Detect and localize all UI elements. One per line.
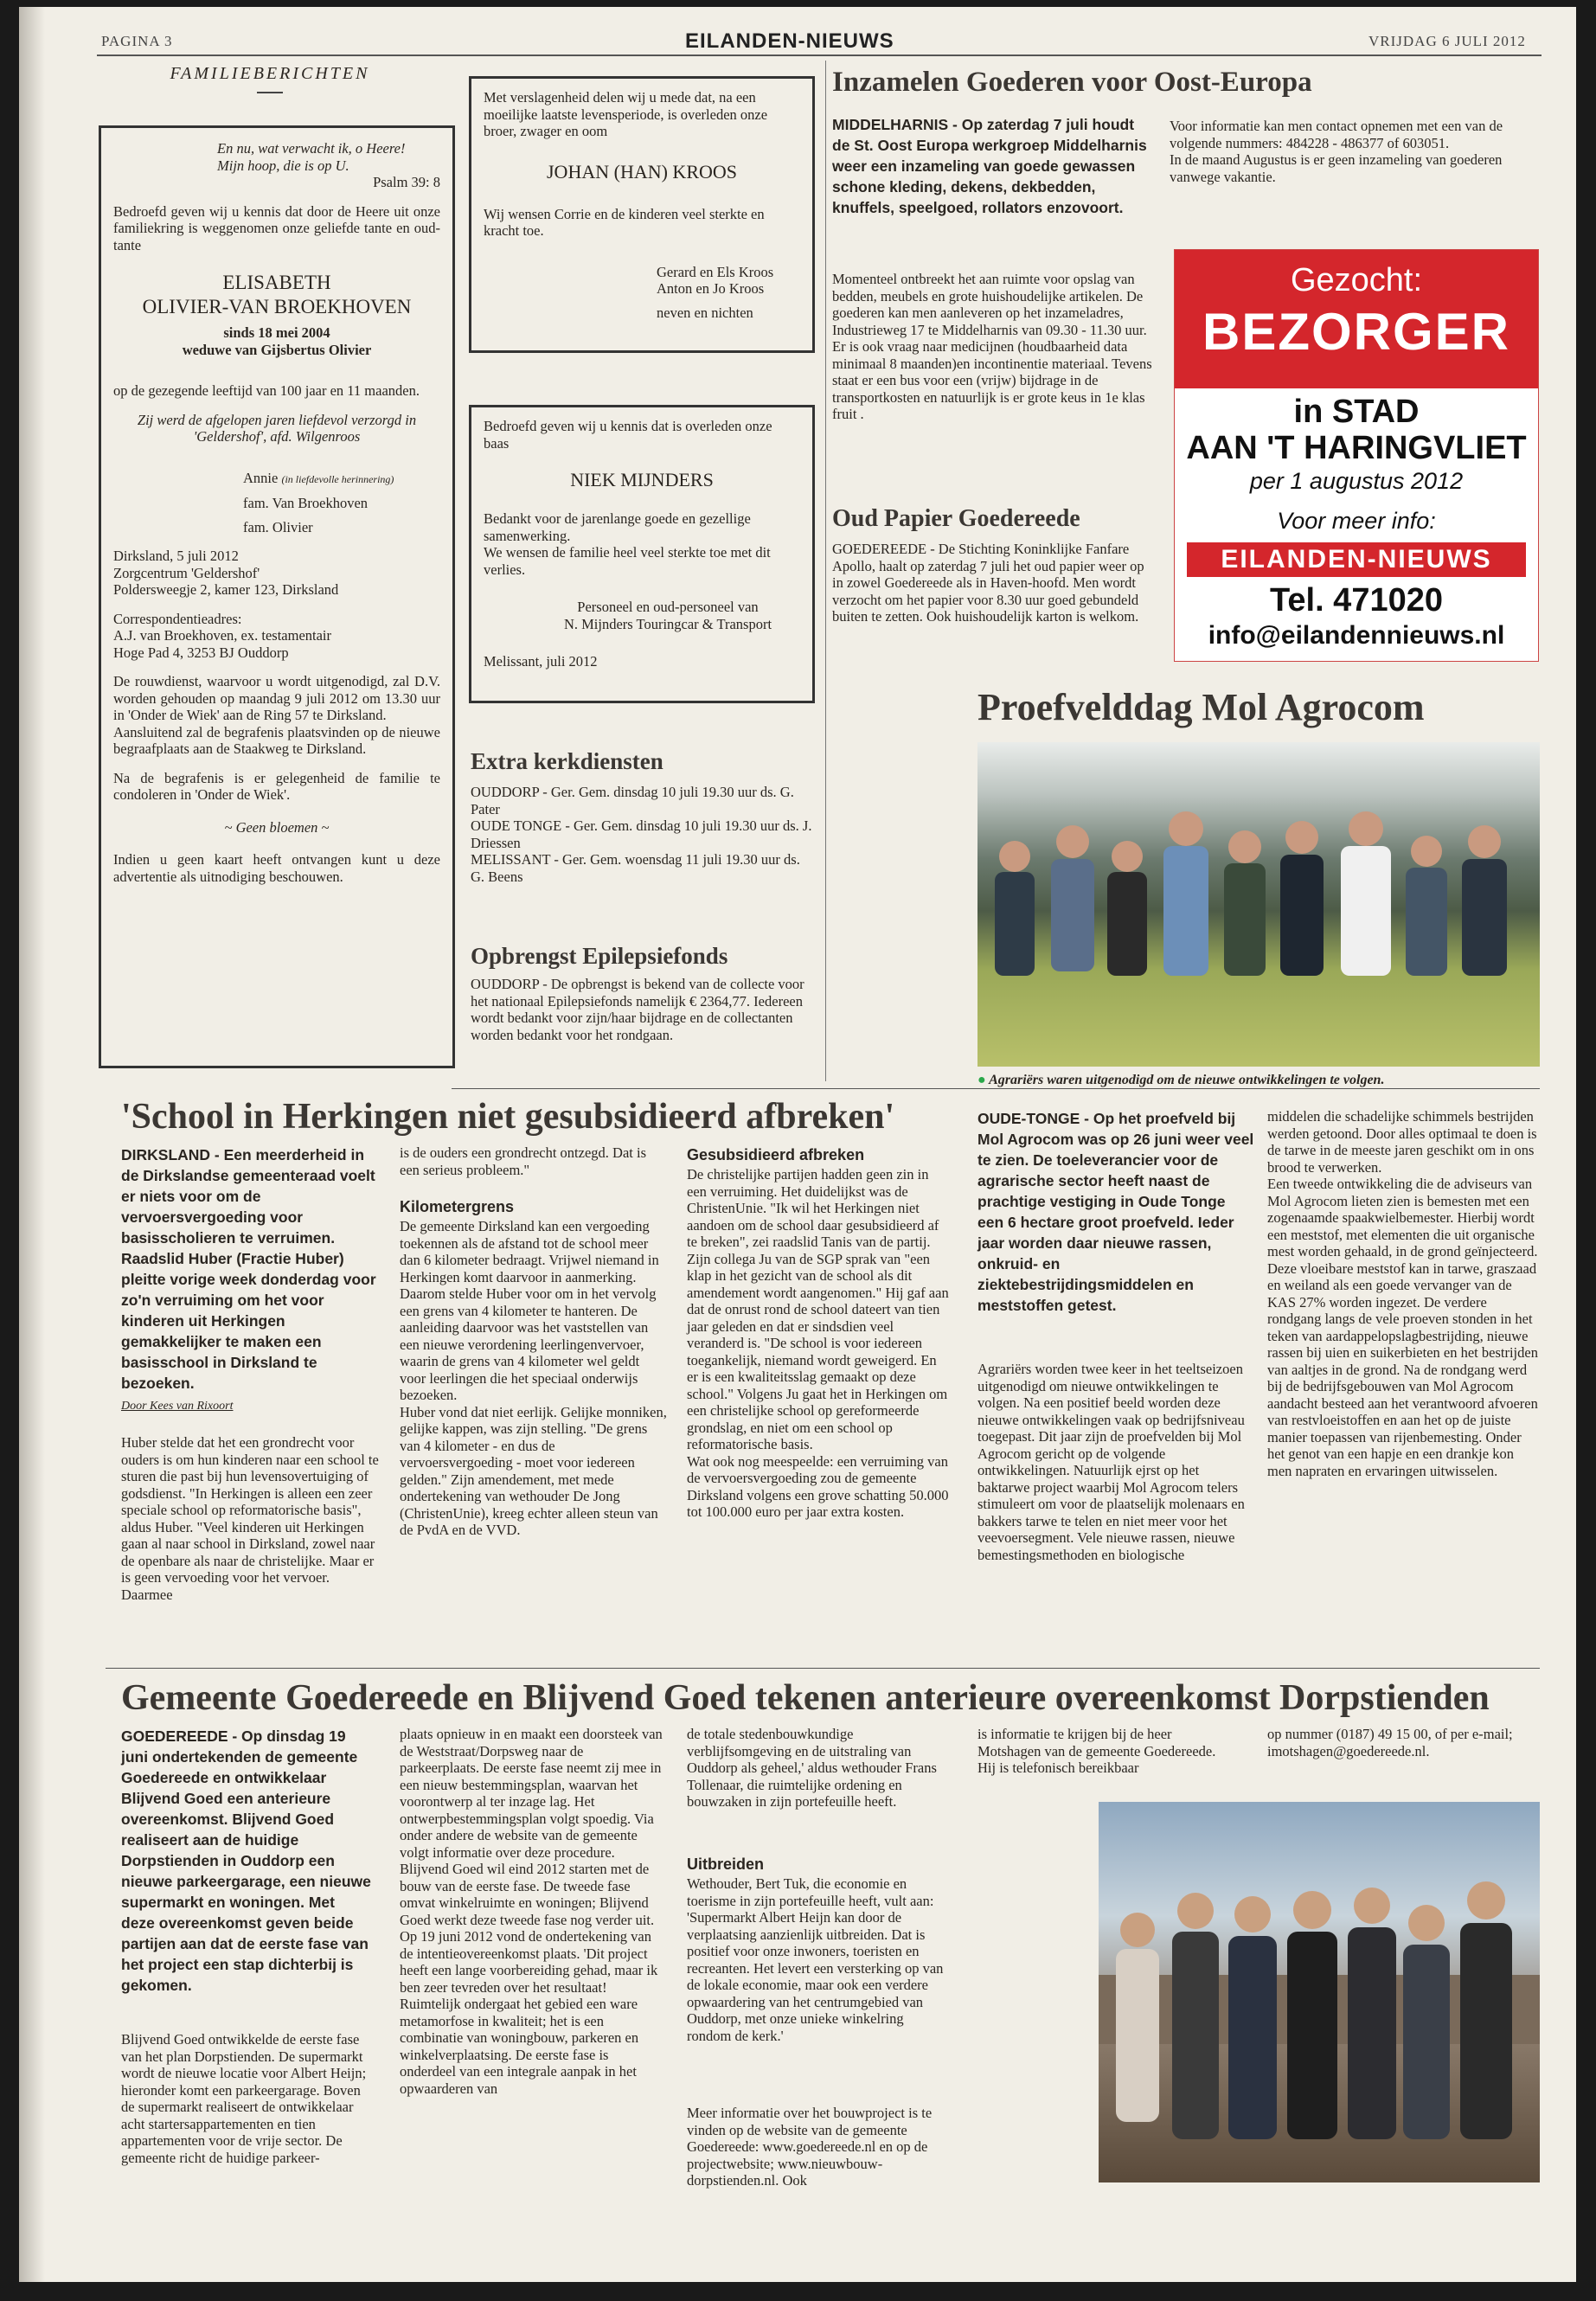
mol-lead: OUDE-TONGE - Op het proefveld bij Mol Agrocom was op 26 juni weer veel te zien. De toeleverancier voor de agrarische sector heeft naast de prachtige vestiging in Oude Tonge een 6 hectare groot proefveld. Ieder jaar worden daar nieuwe rassen, onkruid- en ziektebestrijdingsmiddelen en meststoffen getest. [977, 1110, 1254, 1314]
obituary-kroos [469, 76, 815, 353]
correspondence-label: Correspondentieadres: [113, 610, 242, 627]
papier-body: GOEDEREEDE - De Stichting Koninklijke Fanfare Apollo, haalt op zaterdag 7 juli het oud papier weer op in zowel Goedereede als in Haven-hoofd. Men wordt verzocht om het papier voor 8.30 uur goed gebundeld buiten te zetten. Ook huishoudelijk karton is welkom. [832, 541, 1144, 625]
school-title: 'School in Herkingen niet gesubsidieerd afbreken' [121, 1097, 895, 1137]
page-fold-shadow [19, 7, 45, 2282]
dorpstienden-title: Gemeente Goedereede en Blijvend Goed tekenen anterieure overeenkomst Dorpstienden [121, 1678, 1490, 1718]
dorpstienden-body-4: is informatie te krijgen bij de heer Motshagen van de gemeente Goedereede. Hij is telefonisch bereikbaar [977, 1726, 1216, 1776]
mijnders-name: NIEK MIJNDERS [570, 469, 714, 490]
age-text: op de gezegende leeftijd van 100 jaar en 11 maanden. [113, 382, 420, 399]
since-date: sinds 18 mei 2004 [223, 324, 330, 341]
kroos-wish: Wij wensen Corrie en de kinderen veel sterkte en kracht toe. [484, 205, 765, 239]
mijnders-intro: Bedroefd geven wij u kennis dat is overleden onze baas [484, 418, 772, 452]
oost-europa-body: Momenteel ontbreekt het aan ruimte voor opslag van bedden, meubels en grote huishoudelijke artikelen. De goederen kan men aanleveren op het inzameladres, Industrieweg 17 te Middelharnis van 09.30 - 11.30 uur. Er is ook vraag naar medicijnen (houdbaarheid data minimaal 8 maanden)en incontinentie materiaal. Tevens staat er een bus voor een (vrijw) bijdrage in de transportkosten en natuurlijk is er grote keus in 1e klas fruit . [832, 271, 1152, 422]
bezorger-ad [1174, 249, 1539, 662]
dorpstienden-body-1: Blijvend Goed ontwikkelde de eerste fase van het plan Dorpstienden. De supermarkt wordt de nieuwe locatie voor Albert Heijn; hieronder komt een parkeergarage. Boven de supermarkt realiseert de ontwikkelaar acht startersappartementen en tien appartementen voor de vrije sector. De gemeente richt de huidige parkeer- [121, 2031, 367, 2166]
ad-red-banner [1175, 250, 1538, 388]
dorpstienden-body-2: plaats opnieuw in en maakt een doorsteek van de Weststraat/Dorpsweg naar de parkeerplaats. De eerste fase neemt zij mee in een nieuw bestemmingsplan, waarvan het voorontwerp al ter inzage lag. Het ontwerpbestemmingsplan volgt spoedig. Via onder andere de website van de gemeente volgt informatie over deze procedure. Blijvend Goed wil eind 2012 starten met de bouw van de eerste fase. De tweede fase omvat winkelruimte en woningen; Blijvend Goed werkt deze tweede fase nog verder uit. Op 19 juni 2012 vond de ondertekening van de intentieovereenkomst plaats. 'Dit project heeft een lange voorbereiding gehad, maar ik ben zeer tevreden over het resultaat! Ruimtelijk ondergaat het gebied een ware metamorfose in kwaliteit; het is een combinatie van woningbouw, parkeren en winkelverplaatsing. De eerste fase is onderdeel van een integrale aanpak in het opwaarderen van [400, 1726, 663, 2097]
ad-haringvliet: AAN 'T HARINGVLIET [1186, 430, 1527, 466]
kroos-sig-1: Gerard en Els Kroos [657, 263, 774, 280]
section-rule-mid [452, 1088, 1540, 1089]
oost-europa-lead: MIDDELHARNIS - Op zaterdag 7 juli houdt de St. Oost Europa werkgroep Middelharnis weer een inzameling van goede gewassen schone kleding, dekens, dekbedden, knuffels, speelgoed, rollators enzovoort. [832, 116, 1147, 216]
school-body-1: Huber stelde dat het een grondrecht voor ouders is om hun kinderen naar een school te sturen die past bij hun levensovertuiging of godsdienst. "In Herkingen is alleen een zeer speciale school op reformatorische basis", aldus Huber. "Veel kinderen uit Herkingen gaan al naar school in Dirksland, zowel naar de openbare als naar de christelijke. Maar er is geen vervoeding voor het vervoer. Daarmee [121, 1434, 379, 1603]
mol-title: Proefvelddag Mol Agrocom [977, 686, 1425, 728]
page-number: PAGINA 3 [101, 33, 173, 49]
dorpstienden-lead: GOEDEREEDE - Op dinsdag 19 juni ondertekenden de gemeente Goedereede en ontwikkelaar Blijvend Goed een anterieure overeenkomst. Blijvend Goed realiseert aan de huidige Dorpstienden in Ouddorp een nieuwe parkeergarage, een nieuwe supermarkt en woningen. Met deze overeenkomst geven beide partijen aan dat de eerste fase van het project een stap dichterbij is gekomen. [121, 1727, 371, 1994]
psalm-ref: Psalm 39: 8 [373, 174, 440, 190]
dorpstienden-body-3a: de totale stedenbouwkundige verblijfsomgeving en de uitstraling van Ouddorp als geheel,' aldus wethouder Frans Tollenaar, die ruimtelijke ordening en bouwzaken in zijn portefeuille heeft. [687, 1726, 937, 1810]
deceased-full-name: OLIVIER-VAN BROEKHOVEN [142, 296, 412, 317]
school-body-3: De christelijke partijen hadden geen zin in een verruiming. Het duidelijkst was de ChristenUnie. "Ik wil het Herkingen niet aandoen om de school daar gesubsidieerd af te breken", zei raadslid Tanis van de partij. Zijn collega Ju van de SGP sprak van "een klap in het gezicht van de school als dit amendement wordt aangenomen." Hij gaf aan dat de onrust rond de school dateert van tien jaar geleden en dat er sindsdien veel veranderd is. "De school is voor iedereen toegankelijk, niemand wordt geweigerd. En er is een kwaliteitsslag gemaakt op deze school." Volgens Ju gaat het in Herkingen om een christelijke school op gereformeerde grondslag, en niet om een school op reformatorische basis. Wat ook nog meespeelde: een verruiming van de vervoersvergoeding zou de gemeente Dirksland volgens een grove schatting 50.000 tot 100.000 euro per jaar extra kosten. [687, 1166, 949, 1520]
ad-gezocht: Gezocht: [1290, 262, 1423, 298]
mol-body-1: Agrariërs worden twee keer in het teeltseizoen uitgenodigd om nieuwe ontwikkelingen te volgen. Na een positief beeld worden deze nieuwe ontwikkelingen vaak op bedrijfsniveau toegepast. Dit jaar zijn de proefvelden bij Mol Agrocom gericht op de volgende ontwikkelingen. Natuurlijk ejrst op het baktarwe project waarbij Mol Agrocom telers stimuleert om voor de plaatselijk molenaars en bakkers tarwe te telen en niet meer voor het veevoersegment. Vele nieuwe rassen, nieuwe bemestingsmethoden en biologische [977, 1361, 1245, 1563]
kerk-body: OUDDORP - Ger. Gem. dinsdag 10 juli 19.30 uur ds. G. Pater OUDE TONGE - Ger. Gem. dinsdag 10 juli 19.30 uur ds. J. Driessen MELISSANT - Ger. Gem. woensdag 11 juli 19.30 uur ds. G. Beens [471, 784, 812, 885]
quote-line-2: Mijn hoop, die is op U. [217, 157, 349, 174]
place-date: Dirksland, 5 juli 2012 [113, 548, 239, 564]
dorpstienden-body-5: op nummer (0187) 49 15 00, of per e-mail; imotshagen@goedereede.nl. [1267, 1726, 1513, 1759]
title-dash [257, 92, 283, 93]
quote-line-1: En nu, wat verwacht ik, o Heere! [217, 140, 406, 157]
signature-broekhoven: fam. Van Broekhoven [243, 495, 369, 511]
oost-europa-info: Voor informatie kan men contact opnemen met een van de volgende nummers: 484228 - 486377 of 603051. In de maand Augustus is er geen inzameling van goederen vanwege vakantie. [1170, 118, 1503, 185]
header-rule [97, 54, 1542, 56]
mol-body-2: middelen die schadelijke schimmels bestrijden werden getoond. Door alles optimaal te doen is de tarwe in de meeste jaren geschikt om in ons brood te verwerken. Een tweede ontwikkeling die de adviseurs van Mol Agrocom lieten zien is bemesten met een zogenaamde spaakwielbemester. Hierbij wordt een meststof, met elementen die uit organische mest worden gehaald, in de grond geïnjecteerd. Deze vloeibare meststof kan in tarwe, graszaad en weiland als een goede vervanger van de KAS 27% worden ingezet. De verdere rondgang langs de vele proeven stonden in het teken van aardappelopslagbestrijding, nieuwe rassen bij uien en suikerbieten en het bestrijden van aaltjes in de grond. Na de rondgang werd bij de bedrijfsgebouwen van Mol Agrocom aandacht besteed aan het verantwoord afvoeren van restvloeistoffen en aan het op de juiste manier toepassen van rijenbemesting. Onder het genot van een hapje en een drankje kon men napraten en ervaringen uitwisselen. [1267, 1108, 1538, 1479]
papier-title: Oud Papier Goedereede [832, 505, 1080, 532]
ad-bezorger: BEZORGER [1202, 303, 1511, 361]
obituary-olivier [99, 125, 455, 1068]
signature-note: (in liefdevolle herinnering) [281, 472, 394, 485]
signature-annie: Annie [243, 469, 279, 486]
obituary-mijnders [469, 405, 815, 703]
section-title-family: FAMILIEBERICHTEN [170, 64, 370, 83]
dorpstienden-body-3c: Meer informatie over het bouwproject is te vinden op de website van de gemeente Goedereede: www.goedereede.nl en op de projectwebsite; www.nieuwbouw-dorpstienden.nl. Ook [687, 2105, 933, 2189]
burial-text: Aansluitend zal de begrafenis plaatsvinden op de nieuwe begraafplaats aan de Staakweg te Dirksland. [113, 723, 440, 757]
kroos-intro: Met verslagenheid delen wij u mede dat, na een moeilijke laatste levensperiode, is overleden onze broer, zwager en oom [484, 89, 768, 139]
school-sub-1: Kilometergrens [400, 1198, 515, 1215]
ad-email: info@eilandennieuws.nl [1208, 621, 1505, 650]
widow-of: weduwe van Gijsbertus Olivier [182, 341, 372, 358]
caption-bullet-icon: ● [977, 1073, 986, 1087]
school-body-2a: is de ouders een grondrecht ontzegd. Dat is een serieus probleem." [400, 1144, 646, 1178]
column-rule [825, 61, 826, 1081]
mijnders-place-date: Melissant, juli 2012 [484, 653, 598, 670]
epilepsie-body: OUDDORP - De opbrengst is bekend van de collecte voor het nationaal Epilepsiefonds namelijk € 2364,77. Iedereen wordt bedankt voor zijn/haar bijdrage en de collectanten worden bedankt voor het rondgaan. [471, 976, 804, 1043]
newspaper-page [19, 7, 1576, 2282]
obituary-intro: Bedroefd geven wij u kennis dat door de Heere uit onze familiekring is weggenomen onze geliefde tante en oud-tante [113, 202, 440, 253]
photo-signing-group [1099, 1802, 1540, 2182]
kroos-sig-3: neven en nichten [657, 304, 753, 321]
oost-europa-title: Inzamelen Goederen voor Oost-Europa [832, 67, 1312, 98]
photo-agrarians-field [977, 742, 1540, 1067]
ad-tel: Tel. 471020 [1269, 582, 1443, 619]
dorpstienden-sub: Uitbreiden [687, 1856, 765, 1873]
address-line-2: Poldersweegje 2, kamer 123, Dirksland [113, 581, 339, 598]
school-byline: Door Kees van Rixoort [121, 1400, 234, 1413]
no-card-text: Indien u geen kaart heeft ontvangen kunt u deze advertentie als uitnodiging beschouwen. [113, 851, 440, 885]
section-rule-bottom [106, 1668, 1540, 1669]
mijnders-sig-2: N. Mijnders Touringcar & Transport [563, 615, 772, 632]
service-text: De rouwdienst, waarvoor u wordt uitgenodigd, zal D.V. worden gehouden op maandag 9 juli 2012 om 13.30 uur in 'Onder de Wiek' aan de Ring 57 te Dirksland. [113, 673, 440, 723]
mijnders-wish: We wensen de familie heel veel sterkte toe met dit verlies. [484, 544, 771, 578]
ad-date: per 1 augustus 2012 [1249, 468, 1464, 494]
ad-logo: EILANDEN-NIEUWS [1187, 542, 1526, 577]
ad-info-label: Voor meer info: [1277, 508, 1436, 534]
ad-in-stad: in STAD [1293, 394, 1420, 430]
no-flowers: ~ Geen bloemen ~ [224, 818, 330, 836]
signature-olivier: fam. Olivier [243, 518, 313, 535]
mijnders-sig-1: Personeel en oud-personeel van [577, 599, 759, 615]
issue-date: VRIJDAG 6 JULI 2012 [1368, 33, 1526, 49]
masthead: EILANDEN-NIEUWS [685, 29, 894, 53]
kerk-title: Extra kerkdiensten [471, 748, 663, 774]
dorpstienden-body-3b: Wethouder, Bert Tuk, die economie en toerisme in zijn portefeuille heeft, vult aan: 'Supermarkt Albert Heijn kan door de verplaatsing aanzienlijk uitbreiden. Dat is positief voor onze inwoners, toeristen en recreanten. Het levert een versterking op van de lokale economie, maar ook een verdere opwaardering van het centrumgebied van Ouddorp, met onze unieke winkelring rondom de kerk.' [687, 1875, 944, 2044]
correspondence-line-2: Hoge Pad 4, 3253 BJ Ouddorp [113, 644, 289, 661]
correspondence-line-1: A.J. van Broekhoven, ex. testamentair [113, 627, 332, 644]
deceased-first-name: ELISABETH [222, 272, 331, 293]
kroos-sig-2: Anton en Jo Kroos [657, 280, 765, 297]
epilepsie-title: Opbrengst Epilepsiefonds [471, 943, 728, 969]
mijnders-thanks: Bedankt voor de jarenlange goede en gezellige samenwerking. [484, 510, 751, 544]
school-body-2b: De gemeente Dirksland kan een vergoeding toekennen als de afstand tot de school meer dan 6 kilometer bedraagt. Vrijwel niemand in Herkingen komt daarvoor in aanmerking. Daarom stelde Huber voor om in het vervolg een grens van 4 kilometer te hanteren. De aanleiding daarvoor was het vaststellen van een nieuwe verordening leerlingenvervoer, waarin de grens van 4 kilometer wel geldt voor leerlingen die het speciaal onderwijs bezoeken. Huber vond dat niet eerlijk. Gelijke monniken, gelijke kappen, was zijn stelling. "De grens van 4 kilometer - en dus de vervoersvergoeding - moet voor iedereen gelden." Zijn amendement, met mede ondertekening van wethouder De Jong (ChristenUnie), kreeg echter alleen steun van de PvdA en de VVD. [400, 1218, 667, 1538]
mol-caption: ● Agrariërs waren uitgenodigd om de nieuwe ontwikkelingen te volgen. [977, 1073, 1385, 1087]
condolence-text: Na de begrafenis is er gelegenheid de familie te condoleren in 'Onder de Wiek'. [113, 769, 440, 803]
kroos-name: JOHAN (HAN) KROOS [547, 160, 737, 183]
care-text: Zij werd de afgelopen jaren liefdevol verzorgd in 'Geldershof', afd. Wilgenroos [137, 411, 417, 445]
school-lead: DIRKSLAND - Een meerderheid in de Dirkslandse gemeenteraad voelt er niets voor om de vervoersvergoeding voor basisscholieren te verruimen. Raadslid Huber (Fractie Huber) pleitte vorige week donderdag voor zo'n verruiming om het voor kinderen uit Herkingen gemakkelijker te maken een basisschool in Dirksland te bezoeken. [121, 1146, 376, 1392]
address-line-1: Zorgcentrum 'Geldershof' [113, 564, 260, 581]
school-sub-2: Gesubsidieerd afbreken [687, 1146, 865, 1163]
